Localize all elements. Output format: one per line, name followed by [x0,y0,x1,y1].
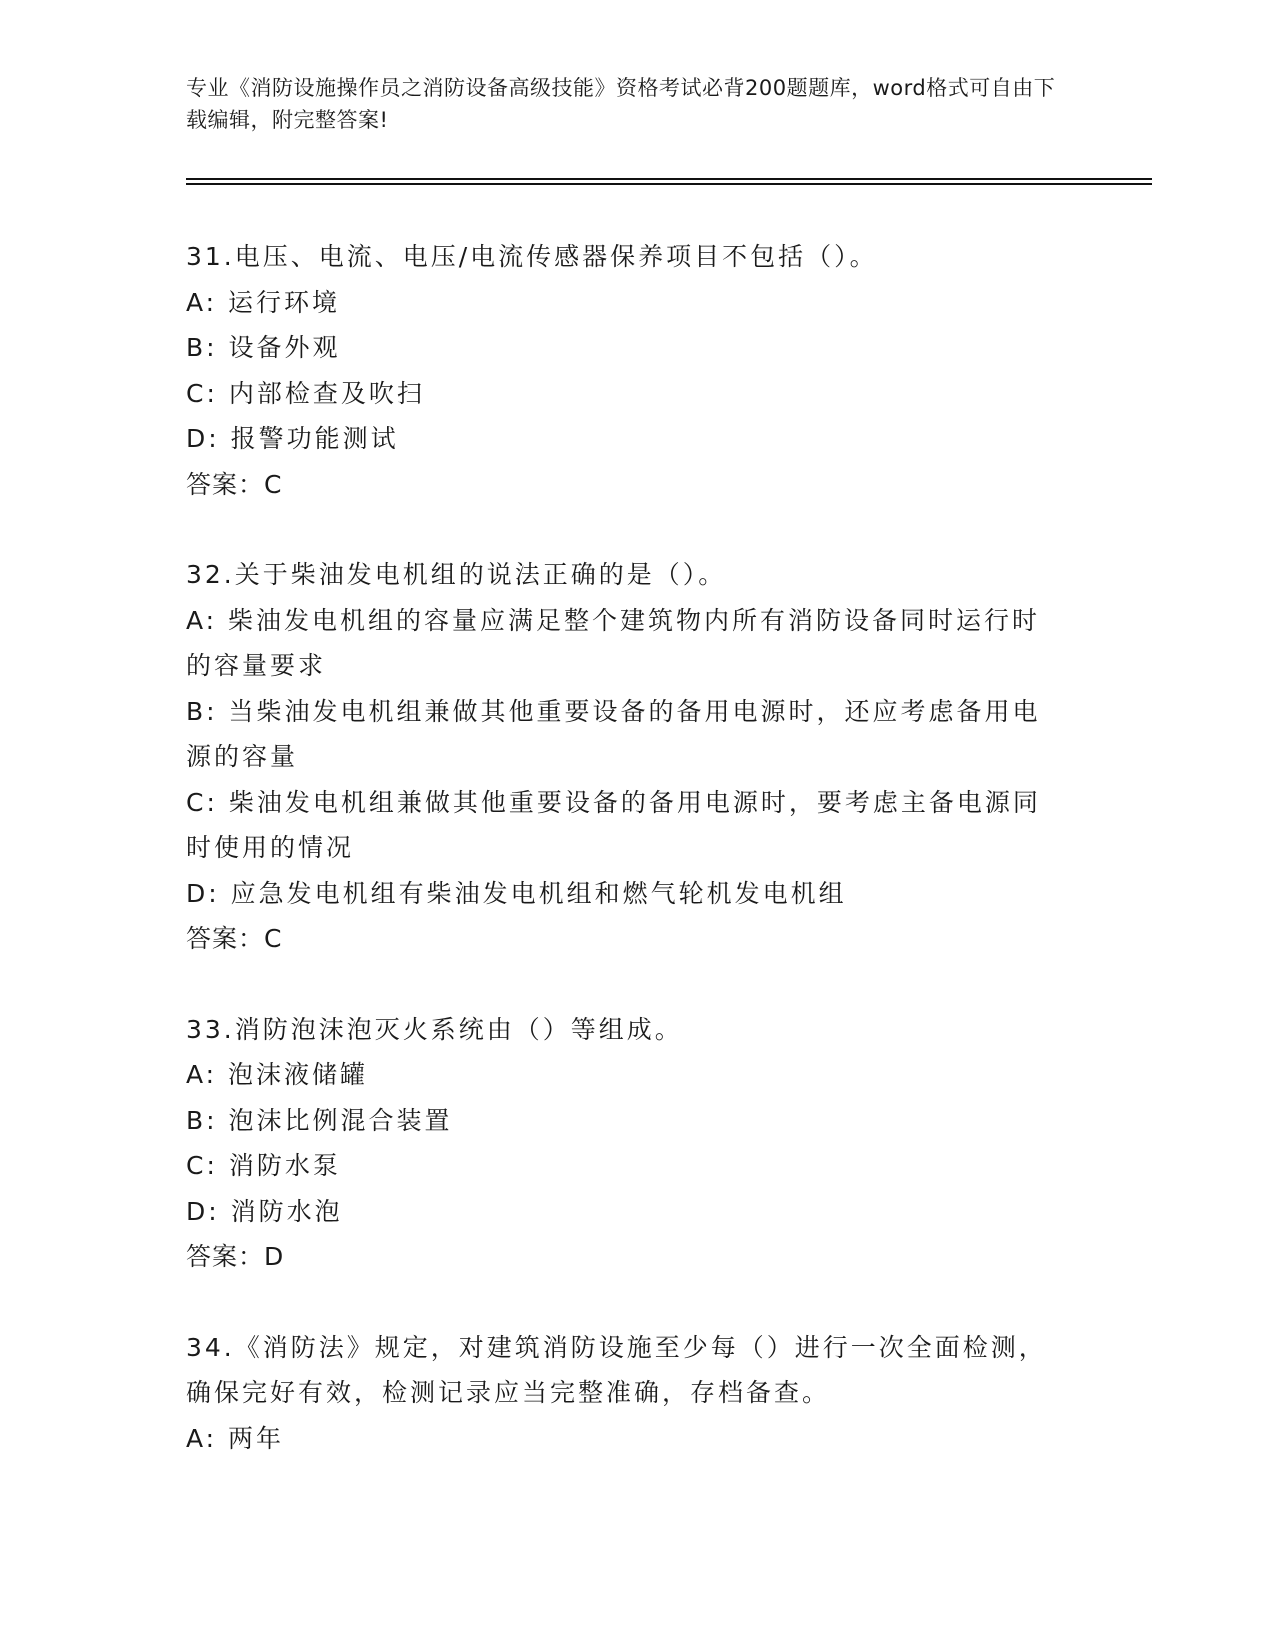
option-c: C: 内部检查及吹扫 [186,378,425,408]
document-header: 专业《消防设施操作员之消防设备高级技能》资格考试必背200题题库，word格式可自由下载编辑，附完整答案! [186,76,1056,132]
question-34 [186,1325,1066,1462]
option-a: A: 运行环境 [186,287,341,317]
answer-line: 答案：C [186,924,283,953]
question-list [186,234,1066,1506]
divider-line-bottom [186,183,1152,185]
option-a: A: 两年 [186,1423,285,1453]
option-b: B: 设备外观 [186,333,341,362]
option-a: A: 柴油发电机组的容量应满足整个建筑物内所有消防设备同时运行时的容量要求 [186,605,1041,680]
option-c: C: 消防水泵 [186,1151,341,1180]
question-31 [186,234,1066,507]
question-stem: 33.消防泡沫泡灭火系统由（）等组成。 [186,1014,683,1044]
option-d: D: 应急发电机组有柴油发电机组和燃气轮机发电机组 [186,878,847,908]
question-33 [186,1007,1066,1280]
question-stem: 32.关于柴油发电机组的说法正确的是（）。 [186,560,727,589]
option-d: D: 报警功能测试 [186,424,399,453]
answer-line: 答案：D [186,1242,285,1271]
answer-line: 答案：C [186,469,283,499]
option-a: A: 泡沫液储罐 [186,1060,369,1089]
option-b: B: 泡沫比例混合装置 [186,1105,453,1135]
option-c: C: 柴油发电机组兼做其他重要设备的备用电源时，要考虑主备电源同时使用的情况 [186,787,1041,862]
question-stem: 34.《消防法》规定，对建筑消防设施至少每（）进行一次全面检测，确保完好有效，检测记录应当完整准确，存档备查。 [186,1332,1047,1407]
divider-line-top [186,178,1152,180]
question-32 [186,552,1066,962]
option-d: D: 消防水泡 [186,1196,343,1226]
option-b: B: 当柴油发电机组兼做其他重要设备的备用电源时，还应考虑备用电源的容量 [186,696,1041,771]
question-stem: 31.电压、电流、电压/电流传感器保养项目不包括（）。 [186,242,878,271]
header-divider [186,178,1152,184]
